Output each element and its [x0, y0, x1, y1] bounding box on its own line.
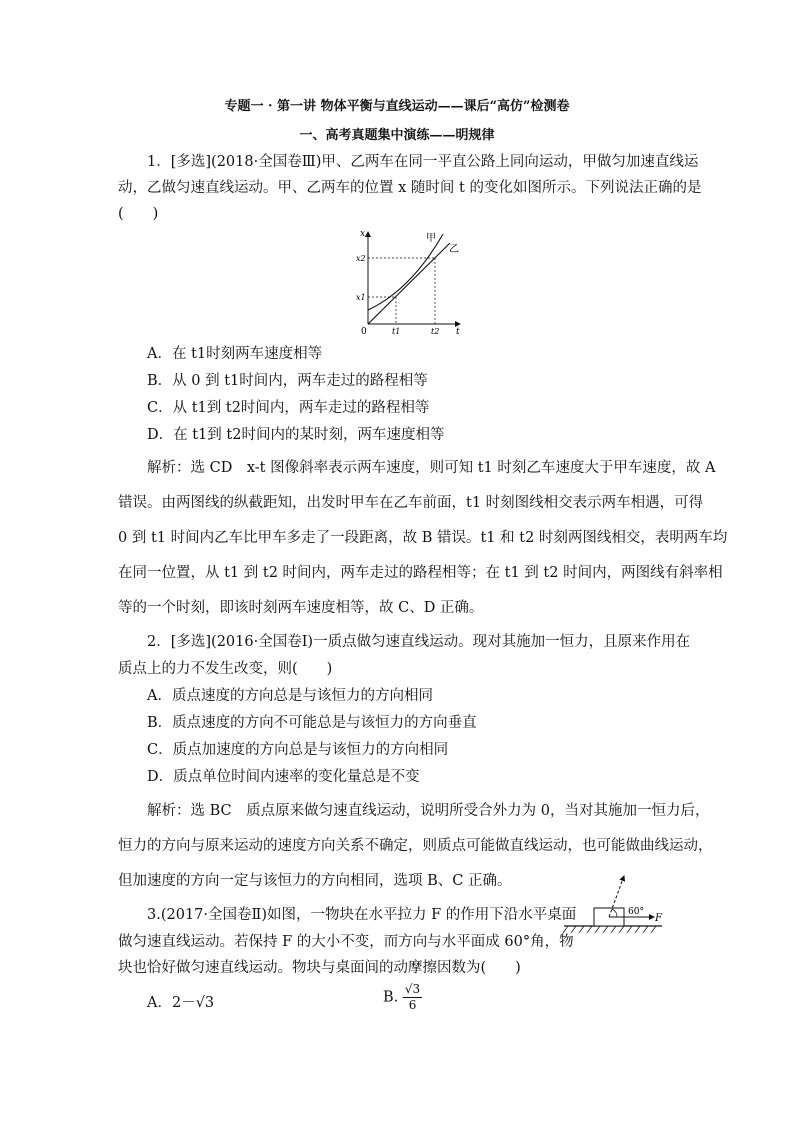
q1-analysis-line: 0 到 t1 时间内乙车比甲车多走了一段距离，故 B 错误。t1 和 t2 时刻两图线相交，表明两车均 [118, 530, 728, 546]
tick-t2: t2 [431, 327, 440, 336]
tick-x2: x2 [356, 254, 366, 263]
q3-option-b-prefix: B. [383, 989, 399, 1006]
q2-stem-line2: 质点上的力不发生改变，则( ) [118, 661, 333, 677]
tick-x1: x1 [356, 293, 366, 302]
q2-analysis-line: 但加速度的方向一定与该恒力的方向相同，选项 B、C 正确。 [118, 873, 512, 889]
line-yi [368, 243, 450, 324]
q2-option-c: C．质点加速度的方向总是与该恒力的方向相同 [147, 742, 449, 758]
tick-t1: t1 [392, 327, 401, 336]
q1-answer-blank: ( ) [118, 206, 159, 222]
q1-option-b: B．从 0 到 t1时间内，两车走过的路程相等 [147, 373, 428, 389]
q1-analysis-line: 在同一位置，从 t1 到 t2 时间内，两车走过的路程相等；在 t1 到 t2 时间内，两图线有斜率相 [118, 565, 723, 581]
q1-analysis-line: 错误。由两图线的纵截距知，出发时甲车在乙车前面，t1 时刻图线相交表示两车相遇，可得 [118, 495, 704, 511]
angle-label: 60° [628, 907, 644, 917]
q2-stem-line1: 2．[多选](2016·全国卷Ⅰ)一质点做匀速直线运动。现对其施加一恒力，且原来作用在 [147, 634, 691, 650]
q1-option-c: C．从 t1到 t2时间内，两车走过的路程相等 [147, 400, 430, 416]
q2-analysis-line: 解析：选 BC 质点原来做匀速直线运动，说明所受合外力为 0，当对其施加一恒力后， [147, 803, 710, 819]
page-title: 专题一 · 第一讲 物体平衡与直线运动——课后“高仿”检测卷 [224, 99, 570, 114]
q2-analysis-line: 恒力的方向与原来运动的速度方向关系不确定，则质点可能做直线运动，也可能做曲线运动， [118, 838, 713, 854]
q2-option-b: B．质点速度的方向不可能总是与该恒力的方向垂直 [147, 715, 477, 731]
q1-stem-line1: 1．[多选](2018·全国卷Ⅲ)甲、乙两车在同一平直公路上同向运动，甲做匀加速直线运 [147, 154, 699, 170]
q3-option-b-numerator: √3 [404, 982, 421, 996]
q2-option-a: A．质点速度的方向总是与该恒力的方向相同 [147, 688, 433, 704]
q2-option-d: D．质点单位时间内速率的变化量总是不变 [147, 769, 420, 785]
q1-option-a: A．在 t1时刻两车速度相等 [147, 346, 323, 362]
y-axis-label: x [360, 229, 366, 239]
q3-option-b [383, 982, 422, 1013]
q3-stem-line3: 块也恰好做匀速直线运动。物块与桌面间的动摩擦因数为( ) [118, 960, 521, 976]
q1-analysis-line: 等的一个时刻，即该时刻两车速度相等，故 C、D 正确。 [118, 600, 484, 616]
x-axis-label: t [456, 327, 460, 336]
curve-label-jia: 甲 [426, 233, 436, 244]
section-heading: 一、高考真题集中演练——明规律 [299, 128, 495, 143]
origin-label: 0 [361, 327, 367, 336]
q1-option-d: D．在 t1到 t2时间内的某时刻，两车速度相等 [147, 427, 445, 443]
line-label-yi: 乙 [449, 244, 459, 255]
curve-jia [368, 234, 443, 310]
q1-analysis-line: 解析：选 CD x-t 图像斜率表示两车速度，则可知 t1 时刻乙车速度大于甲车速度，故 A [147, 460, 716, 476]
force-label: F [655, 913, 662, 924]
q3-option-a: A．2－√3 [147, 995, 215, 1011]
q1-stem-line2: 动，乙做匀速直线运动。甲、乙两车的位置 x 随时间 t 的变化如图所示。下列说法正确的是 [118, 180, 702, 196]
q3-block-figure [562, 870, 672, 936]
q3-stem-line2: 做匀速直线运动。若保持 F 的大小不变，而方向与水平面成 60°角，物 [118, 934, 574, 950]
q1-xt-graph [356, 228, 466, 336]
q3-stem-line1: 3.(2017·全国卷Ⅱ)如图，一物块在水平拉力 F 的作用下沿水平桌面 [147, 907, 577, 923]
q3-option-b-denominator: 6 [408, 998, 417, 1012]
